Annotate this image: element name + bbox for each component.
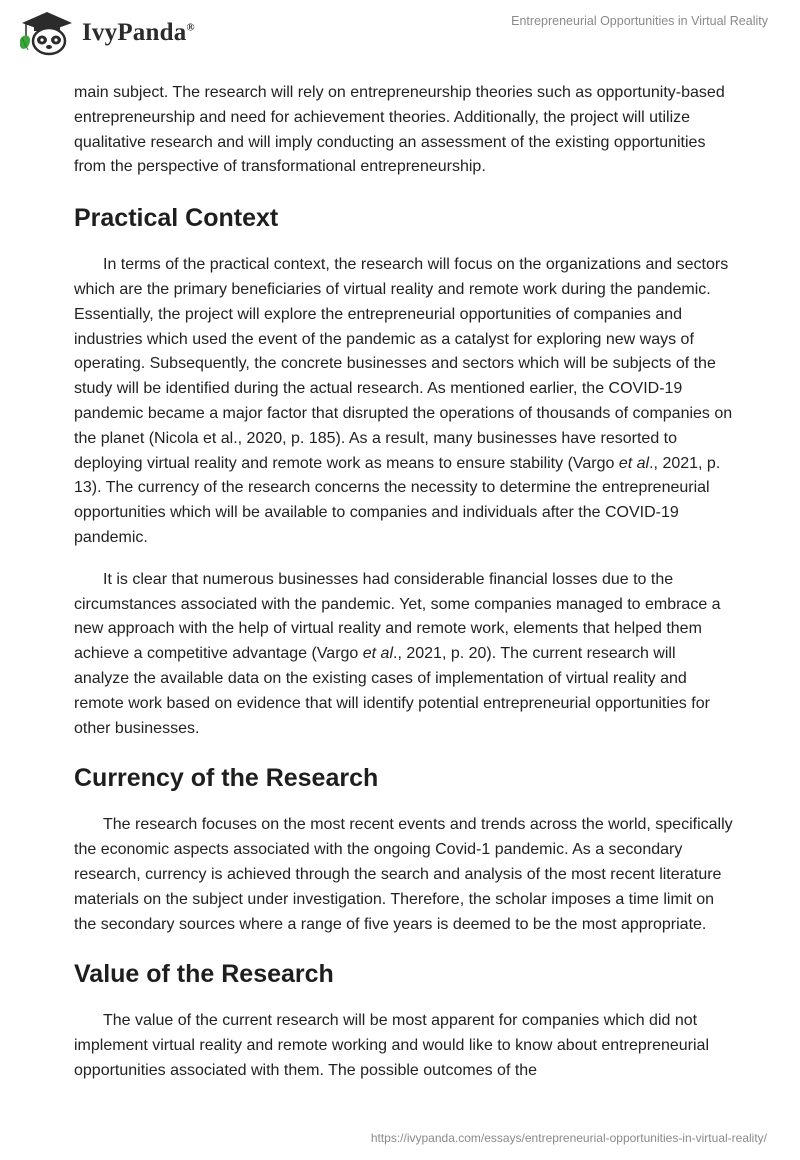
currency-paragraph: The research focuses on the most recent events and trends across the world, specifically the economic aspects associated with the ongoing Covid-1 pandemic. As a secondary research, currency is achieved through the search and analysis of the most recent literature materials on the subject under investigation. Therefore, the scholar imposes a time limit on the secondary sources where a range of five years is deemed to be the most appropriate. <box>74 816 733 933</box>
heading-value-of-research: Value of the Research <box>74 960 334 989</box>
brand-logo[interactable] <box>16 10 195 56</box>
intro-paragraph: main subject. The research will rely on entrepreneurship theories such as opportunity-based entrepreneurship and need for achievement theories. Additionally, the project will utilize qualitative research and will imply conducting an assessment of the existing opportunities from the perspective of transformational entrepreneurship. <box>74 84 725 176</box>
heading-practical-context: Practical Context <box>74 204 279 233</box>
essay-body <box>74 70 734 1084</box>
document-title: Entrepreneurial Opportunities in Virtual Reality <box>511 14 768 28</box>
page-header <box>0 0 800 70</box>
practical-paragraph-2: It is clear that numerous businesses had considerable financial losses due to the circumstances associated with the pandemic. Yet, some companies managed to embrace a new approach with the help of virtual reality and remote work, elements that helped them achieve a competitive advantage (Vargo et al., 2021, p. 20). The current research will analyze the available data on the existing cases of implementation of virtual reality and remote work based on evidence that will identify potential entrepreneurial opportunities for other businesses. <box>74 570 721 737</box>
panda-mascot-icon <box>16 10 78 56</box>
source-url[interactable]: https://ivypanda.com/essays/entrepreneurial-opportunities-in-virtual-reality/ <box>370 1131 767 1145</box>
value-paragraph: The value of the current research will be most apparent for companies which did not implement virtual reality and remote working and would like to know about entrepreneurial opportunities associated with them. The possible outcomes of the <box>74 1012 709 1079</box>
practical-paragraph-1: In terms of the practical context, the research will focus on the organizations and sectors which are the primary beneficiaries of virtual reality and remote work during the pandemic. Essentially, the project will explore the entrepreneurial opportunities of companies and industries which used the event of the pandemic as a catalyst for exploring new ways of operating. Subsequently, the concrete businesses and sectors which will be subjects of the study will be identified during the actual research. As mentioned earlier, the COVID-19 pandemic became a major factor that disrupted the operations of thousands of companies on the planet (Nicola et al., 2020, p. 185). As a result, many businesses have resorted to deploying virtual reality and remote work as means to ensure stability (Vargo et al., 2021, p. 13). The currency of the research concerns the necessity to determine the entrepreneurial opportunities which will be available to companies and individuals after the COVID-19 pandemic. <box>74 256 733 546</box>
heading-currency-of-research: Currency of the Research <box>74 764 379 793</box>
brand-name: IvyPanda® <box>82 19 195 46</box>
registered-mark: ® <box>186 21 195 34</box>
